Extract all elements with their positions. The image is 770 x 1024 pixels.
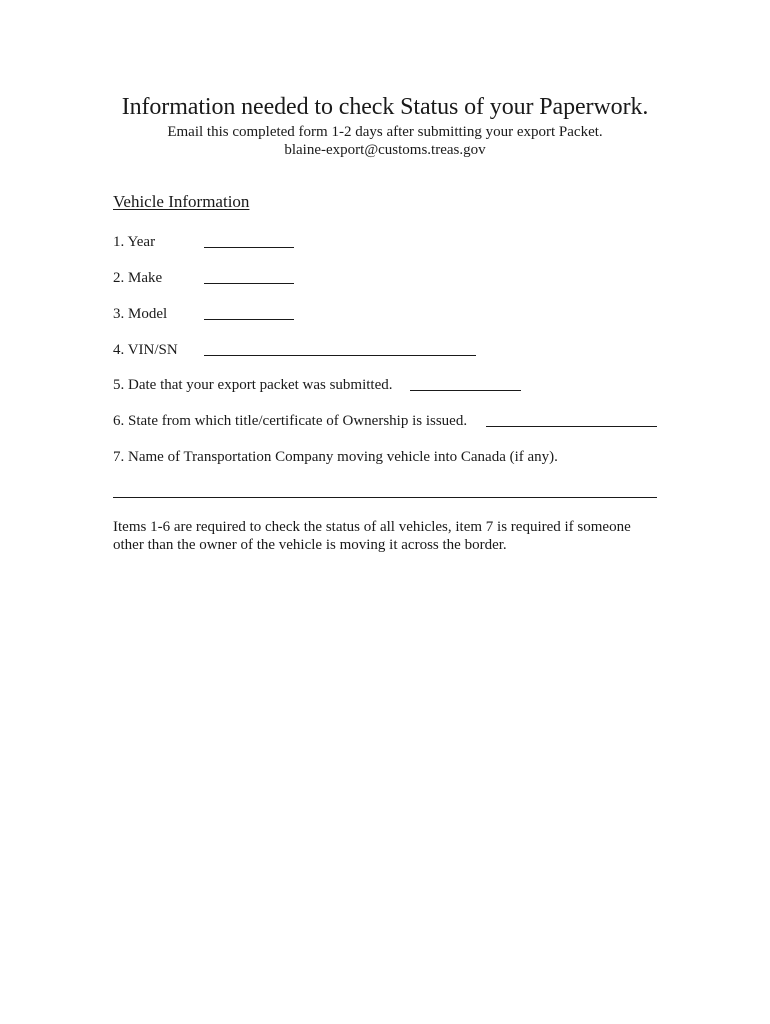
field-vin-input[interactable] [204, 355, 476, 356]
field-model-input[interactable] [204, 319, 294, 320]
field-vin-label: 4. VIN/SN [113, 342, 178, 358]
field-date-submitted-label: 5. Date that your export packet was submitted. [113, 377, 393, 393]
requirements-note: Items 1-6 are required to check the status of all vehicles, item 7 is required if someone other than the owner of the vehicle is moving it across the border. [113, 519, 631, 553]
contact-email: blaine-export@customs.treas.gov [284, 142, 486, 158]
field-make-input[interactable] [204, 283, 294, 284]
subtitle-instructions: Email this completed form 1-2 days after submitting your export Packet. [167, 124, 603, 140]
field-title-state-input[interactable] [486, 426, 657, 427]
field-make-label: 2. Make [113, 270, 163, 286]
field-transport-company-input[interactable] [113, 497, 657, 498]
field-model-label: 3. Model [113, 306, 168, 322]
section-heading-vehicle-information: Vehicle Information [113, 192, 250, 211]
field-year-label: 1. Year [113, 234, 156, 250]
field-date-submitted-input[interactable] [410, 390, 521, 391]
page-title: Information needed to check Status of your Paperwork. [121, 94, 649, 120]
field-year-input[interactable] [204, 247, 294, 248]
field-transport-company-label: 7. Name of Transportation Company moving vehicle into Canada (if any). [113, 449, 558, 465]
field-title-state-label: 6. State from which title/certificate of Ownership is issued. [113, 413, 468, 429]
